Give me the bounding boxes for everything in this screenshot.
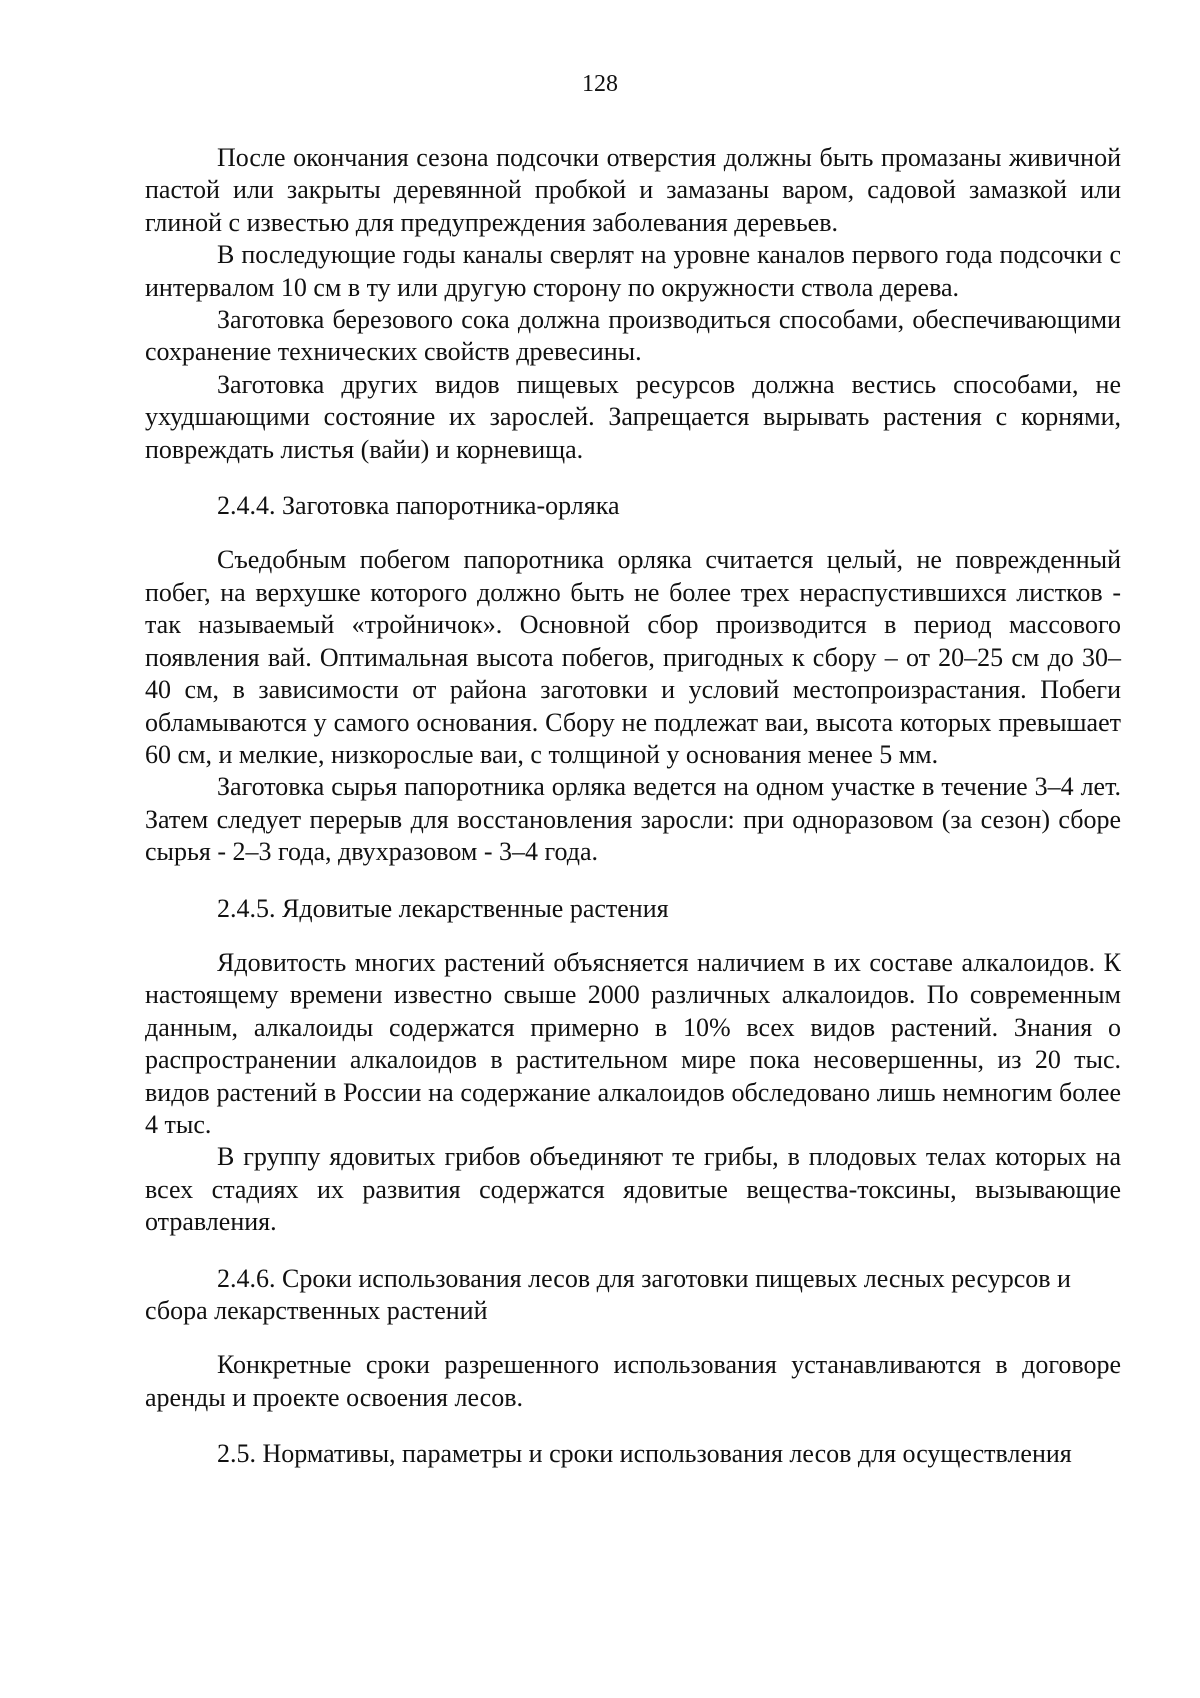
section-heading-2-4-5: 2.4.5. Ядовитые лекарственные растения — [217, 893, 669, 923]
document-body — [145, 142, 1121, 1471]
paragraph-birch-sap: Заготовка березового сока должна производиться способами, обеспечивающими сохранение технических свойств древесины. — [145, 305, 1121, 367]
paragraph-alkaloids: Ядовитость многих растений объясняется наличием в их составе алкалоидов. К настоящему времени известно свыше 2000 различных алкалоидов. По современным данным, алкалоиды содержатся примерно в 10% всех видов растений. Знания о распространении алкалоидов в растительном мире пока несовершенны, из 20 тыс. видов растений в России на содержание алкалоидов обследовано лишь немногим более 4 тыс. — [145, 947, 1121, 1139]
section-heading-2-5: 2.5. Нормативы, параметры и сроки использования лесов для осуществления — [217, 1439, 1072, 1469]
paragraph-other-food-resources: Заготовка других видов пищевых ресурсов должна вестись способами, не ухудшающими состояние их зарослей. Запрещается вырывать растения с корнями, повреждать листья (вайи) и корневища. — [145, 369, 1121, 464]
section-heading-2-4-4: 2.4.4. Заготовка папоротника-орляка — [217, 491, 620, 521]
page-number: 128 — [582, 71, 618, 97]
paragraph-poisonous-mushrooms: В группу ядовитых грибов объединяют те грибы, в плодовых телах которых на всех стадиях их развития содержатся ядовитые вещества-токсины, вызывающие отравления. — [145, 1142, 1121, 1237]
paragraph-bracken-harvest-period: Заготовка сырья папоротника орляка ведется на одном участке в течение 3–4 лет. Затем следует перерыв для восстановления заросли: при одноразовом (за сезон) сборе сырья - 2–3 года, двухразовом - 3–4 года. — [145, 772, 1121, 867]
paragraph-usage-terms: Конкретные сроки разрешенного использования устанавливаются в договоре аренды и проекте освоения лесов. — [145, 1350, 1121, 1412]
paragraph-subsequent-years: В последующие годы каналы сверлят на уровне каналов первого года подсочки с интервалом 10 см в ту или другую сторону по окружности ствола дерева. — [145, 240, 1121, 302]
section-heading-2-4-6: 2.4.6. Сроки использования лесов для заготовки пищевых лесных ресурсов и сбора лекарственных растений — [145, 1263, 1071, 1325]
paragraph-sealing-holes: После окончания сезона подсочки отверстия должны быть промазаны живичной пастой или закрыты деревянной пробкой и замазаны варом, садовой замазкой или глиной с известью для предупреждения заболевания деревьев. — [145, 143, 1121, 237]
paragraph-bracken-shoot: Съедобным побегом папоротника орляка считается целый, не поврежденный побег, на верхушке которого должно быть не более трех нераспустившихся листков - так называемый «тройничок». Основной сбор производится в период массового появления вай. Оптимальная высота побегов, пригодных к сбору – от 20–25 см до 30–40 см, в зависимости от района заготовки и условий местопроизрастания. Побеги обламываются у самого основания. Сбору не подлежат ваи, высота которых превышает 60 см, и мелкие, низкорослые ваи, с толщиной у основания менее 5 мм. — [145, 545, 1121, 769]
